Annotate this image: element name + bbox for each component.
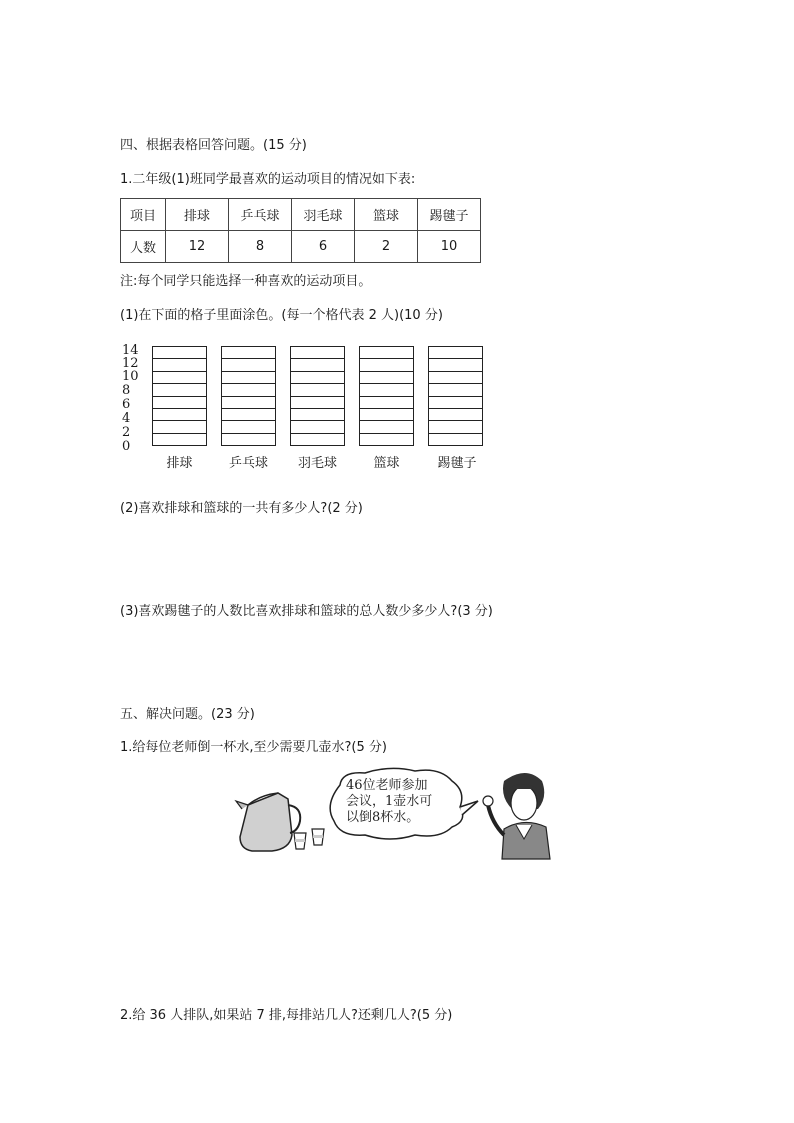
bubble-line: 会议，1壶水可 — [346, 794, 433, 809]
grid-label: 羽毛球 — [297, 456, 337, 471]
table-cell: 排球 — [166, 199, 229, 231]
y-tick: 12 — [122, 356, 139, 371]
grid-label: 踢毽子 — [437, 456, 477, 471]
y-tick: 8 — [122, 383, 131, 398]
grid-label: 篮球 — [373, 456, 400, 471]
cup-icon — [312, 829, 324, 845]
grid-label: 排球 — [166, 456, 193, 471]
bubble-line: 46位老师参加 — [346, 778, 428, 793]
y-tick: 10 — [122, 369, 139, 384]
y-tick: 14 — [122, 343, 139, 358]
kettle-icon — [236, 793, 300, 851]
section4-title: 四、根据表格回答问题。(15 分) — [120, 138, 307, 153]
table-cell: 踢毽子 — [418, 199, 481, 231]
y-tick: 0 — [122, 439, 131, 454]
table-cell: 篮球 — [355, 199, 418, 231]
table-header-cell: 人数 — [121, 231, 166, 263]
table-cell: 12 — [166, 231, 229, 263]
grid-column-shuttlecock[interactable] — [428, 346, 483, 446]
table-header-cell: 项目 — [121, 199, 166, 231]
table-cell: 乒乓球 — [229, 199, 292, 231]
sub-question-2: (2)喜欢排球和篮球的一共有多少人?(2 分) — [120, 501, 363, 516]
y-tick: 6 — [122, 397, 131, 412]
sports-table — [120, 198, 481, 263]
table-row — [121, 199, 481, 231]
table-cell: 6 — [292, 231, 355, 263]
table-cell: 羽毛球 — [292, 199, 355, 231]
question-1-intro: 1.二年级(1)班同学最喜欢的运动项目的情况如下表: — [120, 172, 416, 187]
y-tick: 4 — [122, 411, 131, 426]
grid-column-basketball[interactable] — [359, 346, 414, 446]
grid-label: 乒乓球 — [228, 456, 268, 471]
table-cell: 8 — [229, 231, 292, 263]
section5-title: 五、解决问题。(23 分) — [120, 707, 255, 722]
question-water: 1.给每位老师倒一杯水,至少需要几壶水?(5 分) — [120, 740, 387, 755]
sub-question-3: (3)喜欢踢毽子的人数比喜欢排球和篮球的总人数少多少人?(3 分) — [120, 604, 493, 619]
table-row — [121, 231, 481, 263]
table-cell: 2 — [355, 231, 418, 263]
table-cell: 10 — [418, 231, 481, 263]
teacher-figure — [483, 773, 550, 859]
grid-column-volleyball[interactable] — [152, 346, 207, 446]
grid-column-pingpong[interactable] — [221, 346, 276, 446]
cup-icon — [294, 833, 306, 849]
grid-column-badminton[interactable] — [290, 346, 345, 446]
sub-question-1: (1)在下面的格子里面涂色。(每一个格代表 2 人)(10 分) — [120, 308, 443, 323]
table-note: 注:每个同学只能选择一种喜欢的运动项目。 — [120, 274, 372, 289]
y-tick: 2 — [122, 425, 131, 440]
bubble-line: 以倒8杯水。 — [346, 810, 420, 825]
question-queue: 2.给 36 人排队,如果站 7 排,每排站几人?还剩几人?(5 分) — [120, 1008, 453, 1023]
